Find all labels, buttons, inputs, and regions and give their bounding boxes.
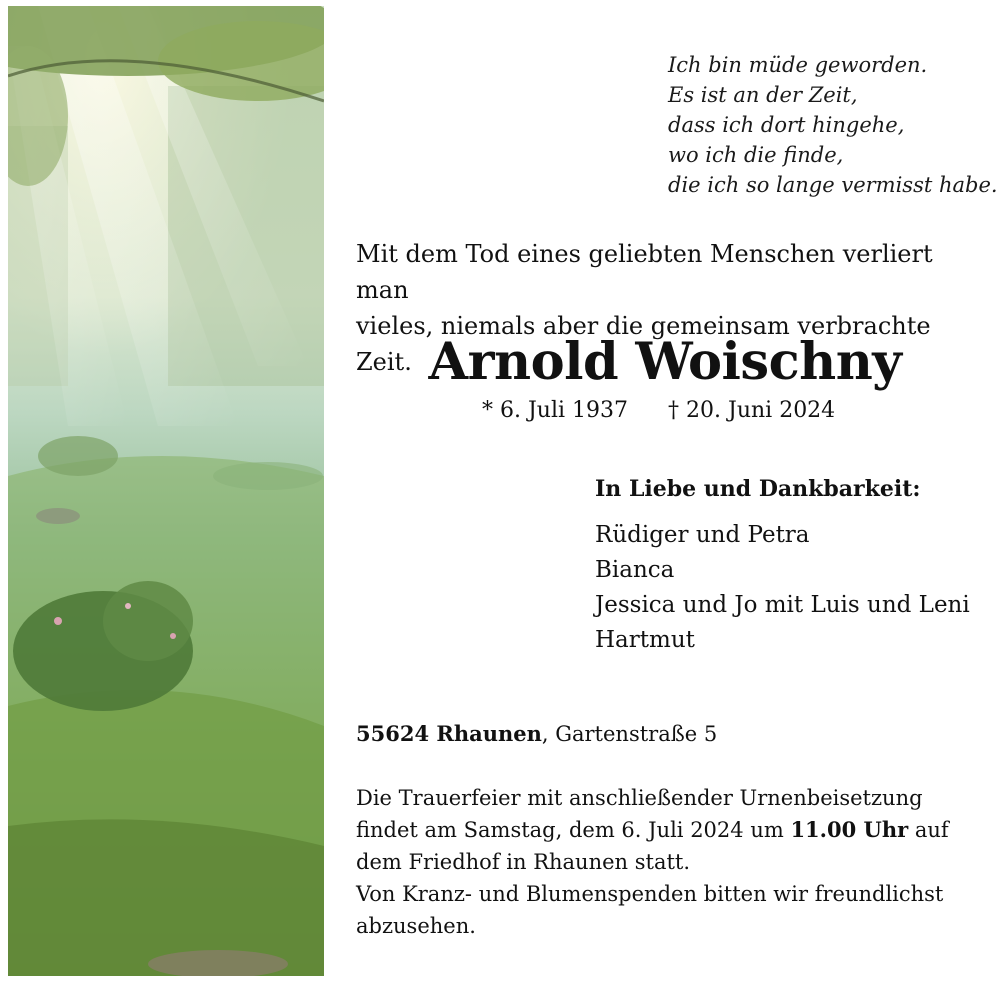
address-city: 55624 Rhaunen [356, 721, 542, 746]
service-line [356, 814, 986, 846]
birth-date: * 6. Juli 1937 [482, 398, 629, 423]
poem-line: wo ich die finde, [668, 143, 844, 167]
mourners-heading: In Liebe und Dankbarkeit: [595, 476, 921, 502]
service-line: dem Friedhof in Rhaunen statt. [356, 850, 691, 874]
service-line: Die Trauerfeier mit anschließender Urnenbeisetzung [356, 786, 923, 810]
service-date-text: findet am Samstag, dem 6. Juli 2024 um [356, 818, 791, 842]
meadow-image [8, 6, 324, 976]
service-line: abzusehen. [356, 914, 476, 938]
poem-line: die ich so lange vermisst habe. [668, 173, 998, 197]
poem-line: Ich bin müde geworden. [668, 53, 928, 77]
poem-line: Es ist an der Zeit, [668, 83, 858, 107]
life-dates [482, 396, 835, 426]
death-date: † 20. Juni 2024 [668, 398, 836, 423]
mourners-list [595, 518, 970, 658]
service-date-suffix: auf [908, 818, 949, 842]
mourner-name: Hartmut [595, 627, 695, 653]
mourner-name: Rüdiger und Petra [595, 522, 810, 548]
mourner-name: Jessica und Jo mit Luis und Leni [595, 592, 970, 618]
funeral-service-info [356, 782, 986, 942]
sunlit-meadow-photo [8, 6, 324, 976]
family-address [356, 718, 717, 750]
service-time: 11.00 Uhr [790, 817, 909, 842]
poem-line: dass ich dort hingehe, [668, 113, 905, 137]
deceased-name: Arnold Woischny [428, 332, 902, 392]
service-line: Von Kranz- und Blumenspenden bitten wir freundlichst [356, 882, 944, 906]
intro-line: vieles, niemals aber die gemeinsam verbrachte Zeit. [356, 312, 931, 376]
intro-line: Mit dem Tod eines geliebten Menschen verliert man [356, 240, 933, 304]
address-street: , Gartenstraße 5 [541, 722, 718, 746]
poem-verse [668, 50, 998, 200]
mourner-name: Bianca [595, 557, 675, 583]
